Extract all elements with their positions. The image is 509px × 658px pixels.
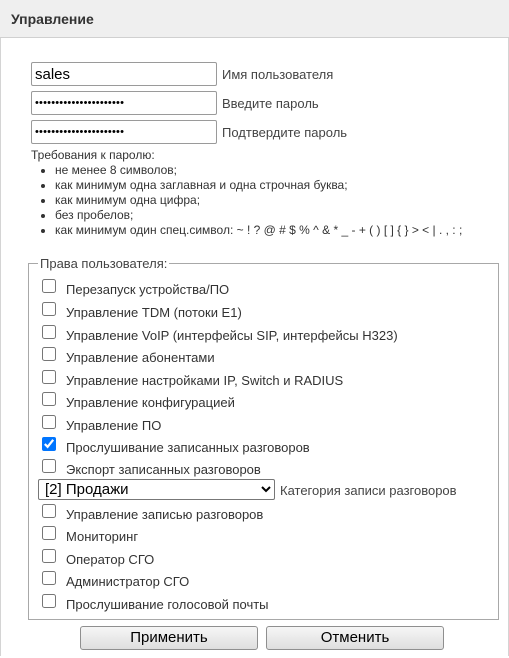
password-input[interactable] (31, 91, 217, 115)
password-requirements (31, 148, 462, 238)
record-category-label: Категория записи разговоров (280, 483, 457, 498)
requirement-item: • как минимум одна цифра; (55, 193, 462, 208)
dialog-title: Управление (11, 11, 94, 27)
right-label: Управление ПО (66, 418, 162, 433)
username-input[interactable] (31, 62, 217, 86)
right-subscribers-checkbox[interactable] (42, 347, 56, 361)
right-label: Мониторинг (66, 529, 139, 544)
right-ip-settings-checkbox[interactable] (42, 370, 56, 384)
right-label: Управление TDM (потоки E1) (66, 305, 242, 320)
password-label: Введите пароль (222, 96, 319, 111)
right-label: Перезапуск устройства/ПО (66, 282, 230, 297)
right-listen-records-checkbox[interactable] (42, 437, 56, 451)
cancel-button[interactable]: Отменить (266, 626, 444, 650)
right-monitoring-checkbox[interactable] (42, 526, 56, 540)
right-label: Экспорт записанных разговоров (66, 462, 261, 477)
confirm-password-input[interactable] (31, 120, 217, 144)
right-restart-checkbox[interactable] (42, 279, 56, 293)
right-label: Управление настройками IP, Switch и RADIUS (66, 373, 344, 388)
requirement-item: • без пробелов; (55, 208, 462, 223)
requirement-item: • как минимум одна заглавная и одна строчная буква; (55, 178, 462, 193)
right-label: Управление VoIP (интерфейсы SIP, интерфейсы H323) (66, 328, 398, 343)
requirement-item: • не менее 8 символов; (55, 163, 462, 178)
requirements-title: Требования к паролю: (31, 148, 155, 162)
right-label: Управление записью разговоров (66, 507, 264, 522)
requirement-item: • как минимум один спец.символ: ~ ! ? @ # $ % ^ & * _ - + ( ) [ ] { } > < | . , : ; (55, 223, 462, 238)
right-label: Управление конфигурацией (66, 395, 235, 410)
right-sgo-admin-checkbox[interactable] (42, 571, 56, 585)
right-export-records-checkbox[interactable] (42, 459, 56, 473)
apply-button[interactable]: Применить (80, 626, 258, 650)
right-record-management-checkbox[interactable] (42, 504, 56, 518)
record-category-select[interactable] (38, 479, 275, 500)
right-label: Управление абонентами (66, 350, 215, 365)
right-voip-checkbox[interactable] (42, 325, 56, 339)
right-tdm-checkbox[interactable] (42, 302, 56, 316)
right-sgo-operator-checkbox[interactable] (42, 549, 56, 563)
user-rights-legend: Права пользователя: (40, 256, 168, 271)
confirm-password-label: Подтвердите пароль (222, 125, 348, 140)
right-voicemail-checkbox[interactable] (42, 594, 56, 608)
right-label: Прослушивание записанных разговоров (66, 440, 310, 455)
requirements-list (31, 163, 462, 238)
right-configuration-checkbox[interactable] (42, 392, 56, 406)
dialog-titlebar (0, 0, 509, 38)
right-label: Администратор СГО (66, 574, 190, 589)
right-label: Прослушивание голосовой почты (66, 597, 269, 612)
username-label: Имя пользователя (222, 67, 334, 82)
right-label: Оператор СГО (66, 552, 155, 567)
right-software-checkbox[interactable] (42, 415, 56, 429)
